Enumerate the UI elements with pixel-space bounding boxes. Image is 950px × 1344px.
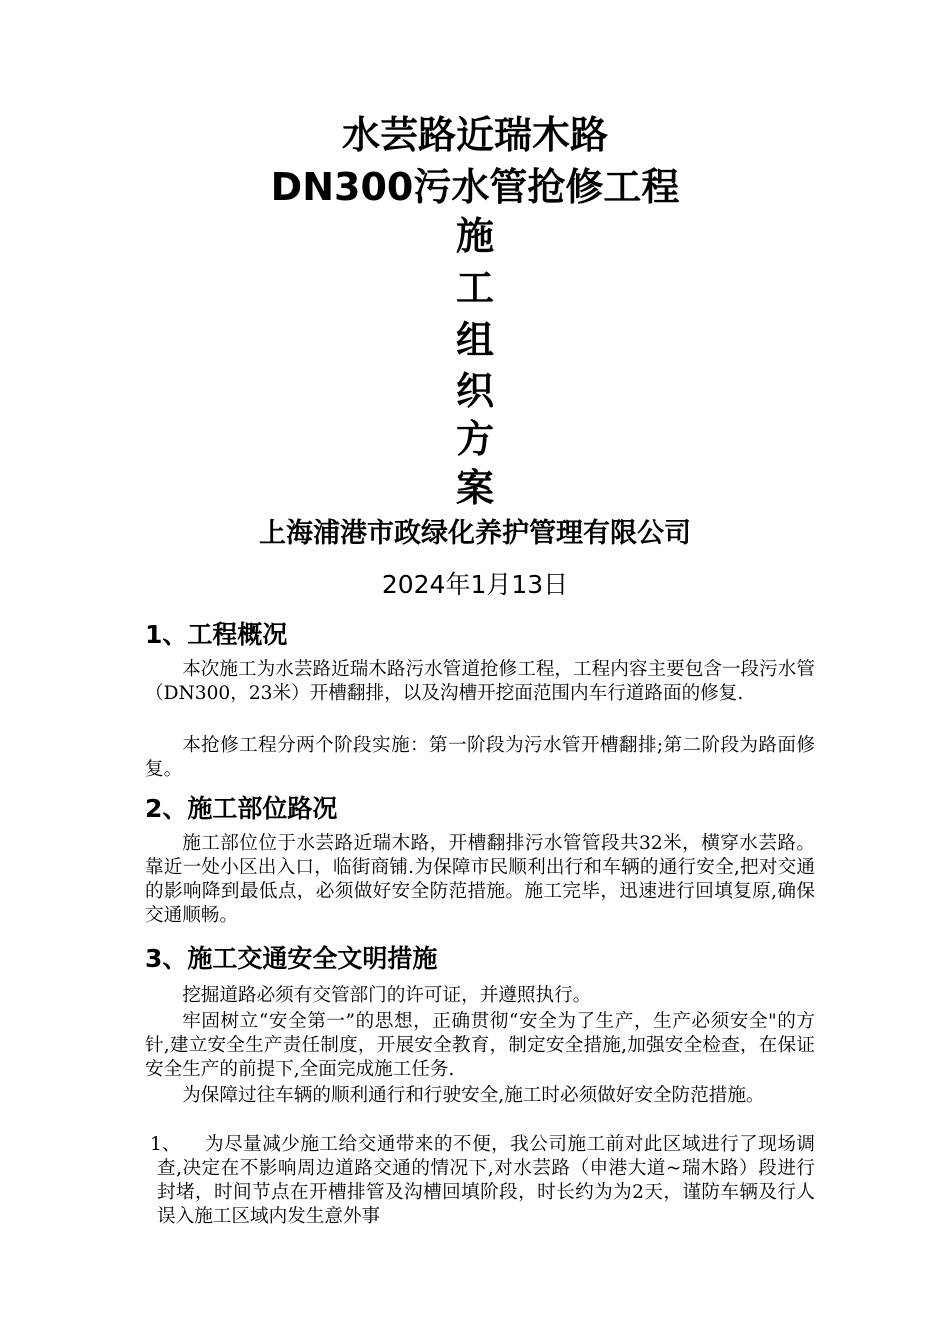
title-line-1: 水芸路近瑞木路 bbox=[341, 113, 608, 157]
document-date: 2024年1月13日 bbox=[381, 570, 569, 599]
title-vertical-char: 案 bbox=[455, 466, 494, 510]
title-vertical-char: 织 bbox=[455, 369, 494, 413]
title-line-2: DN300污水管抢修工程 bbox=[270, 165, 680, 209]
company-name: 上海浦港市政绿化养护管理有限公司 bbox=[259, 518, 691, 549]
title-vertical-char: 施 bbox=[455, 214, 494, 258]
section-heading: 3、施工交通安全文明措施 bbox=[145, 944, 438, 973]
title-vertical-char: 方 bbox=[455, 417, 494, 461]
section-heading: 2、施工部位路况 bbox=[145, 794, 338, 823]
paragraph: 施工部位位于水芸路近瑞木路，开槽翻排污水管管段共32米，横穿水芸路。靠近一处小区出入口，临街商铺.为保障市民顺利出行和车辆的通行安全,把对交通的影响降到最低点，必须做好安全防范措施。施工完毕，迅速进行回填复原,确保交通顺畅。 bbox=[145, 833, 815, 926]
list-item-number: 1、 bbox=[150, 1134, 181, 1155]
paragraph: 本次施工为水芸路近瑞木路污水管道抢修工程，工程内容主要包含一段污水管（DN300，23米）开槽翻排，以及沟槽开挖面范围内车行道路面的修复. bbox=[145, 659, 815, 704]
paragraph: 本抢修工程分两个阶段实施：第一阶段为污水管开槽翻排;第二阶段为路面修复。 bbox=[145, 735, 815, 780]
paragraph: 牢固树立“安全第一”的思想，正确贯彻“安全为了生产，生产必须安全"的方针,建立安全生产责任制度，开展安全教育，制定安全措施,加强安全检查，在保证安全生产的前提下,全面完成施工任务. bbox=[145, 1011, 815, 1080]
list-item bbox=[145, 1133, 815, 1229]
paragraph: 为保障过往车辆的顺利通行和行驶安全,施工时必须做好安全防范措施。 bbox=[182, 1085, 765, 1106]
list-item-text: 为尽量减少施工给交通带来的不便，我公司施工前对此区域进行了现场调查,决定在不影响周边道路交通的情况下,对水芸路（申港大道~瑞木路）段进行封堵，时间节点在开槽排管及沟槽回填阶段，时长约为为2天，谨防车辆及行人误入施工区域内发生意外事 bbox=[157, 1134, 815, 1227]
title-vertical-char: 工 bbox=[455, 266, 494, 310]
title-vertical-char: 组 bbox=[455, 318, 494, 362]
paragraph: 挖掘道路必须有交管部门的许可证，并遵照执行。 bbox=[182, 985, 592, 1006]
section-heading: 1、工程概况 bbox=[145, 620, 288, 649]
